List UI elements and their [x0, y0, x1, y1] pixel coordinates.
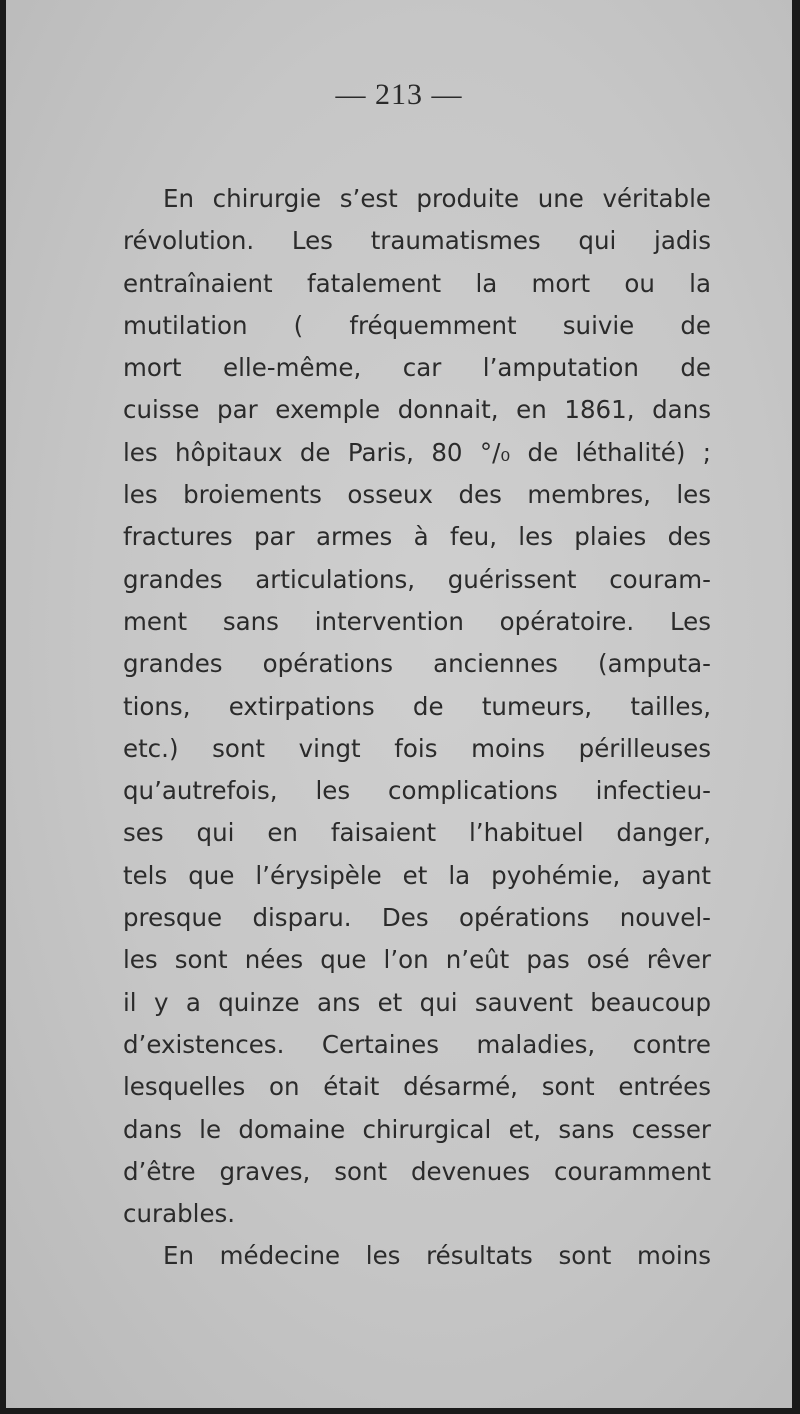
text-line: curables. — [123, 1199, 236, 1229]
text-line: les hôpitaux de Paris, 80 °/₀ de léthalité) ; — [123, 437, 711, 467]
text-line: qu’autrefois, les complications infectieu- — [123, 776, 711, 806]
text-line: En chirurgie s’est produite une véritable — [163, 184, 711, 213]
text-line: presque disparu. Des opérations nouvel- — [123, 903, 711, 933]
text-line: lesquelles on était désarmé, sont entrées — [123, 1072, 711, 1102]
text-line: fractures par armes à feu, les plaies des — [123, 522, 711, 552]
text-line: d’existences. Certaines maladies, contre — [123, 1029, 711, 1059]
text-line: il y a quinze ans et qui sauvent beaucoup — [123, 987, 711, 1017]
page-number: — 213 — — [335, 78, 463, 111]
text-line: grandes articulations, guérissent couram- — [123, 564, 711, 594]
text-line: les broiements osseux des membres, les — [123, 480, 711, 510]
book-page — [6, 0, 792, 1408]
body-text — [123, 178, 711, 1278]
text-line: mutilation ( fréquemment suivie de — [123, 310, 711, 340]
text-line: etc.) sont vingt fois moins périlleuses — [123, 733, 711, 763]
text-line: tions, extirpations de tumeurs, tailles, — [123, 691, 711, 721]
text-line: entraînaient fatalement la mort ou la — [123, 268, 711, 298]
text-line: révolution. Les traumatismes qui jadis — [123, 226, 711, 256]
text-line: cuisse par exemple donnait, en 1861, dans — [123, 395, 711, 425]
text-line: ment sans intervention opératoire. Les — [123, 606, 711, 636]
text-line: ses qui en faisaient l’habituel danger, — [123, 818, 711, 848]
text-line: En médecine les résultats sont moins — [163, 1241, 711, 1271]
text-line: tels que l’érysipèle et la pyohémie, ayant — [123, 860, 711, 890]
text-line: dans le domaine chirurgical et, sans cesser — [123, 1114, 711, 1144]
text-line: d’être graves, sont devenues couramment — [123, 1156, 711, 1186]
text-line: grandes opérations anciennes (amputa- — [123, 649, 711, 679]
text-line: les sont nées que l’on n’eût pas osé rêver — [123, 945, 711, 975]
text-line: mort elle-même, car l’amputation de — [123, 353, 711, 383]
